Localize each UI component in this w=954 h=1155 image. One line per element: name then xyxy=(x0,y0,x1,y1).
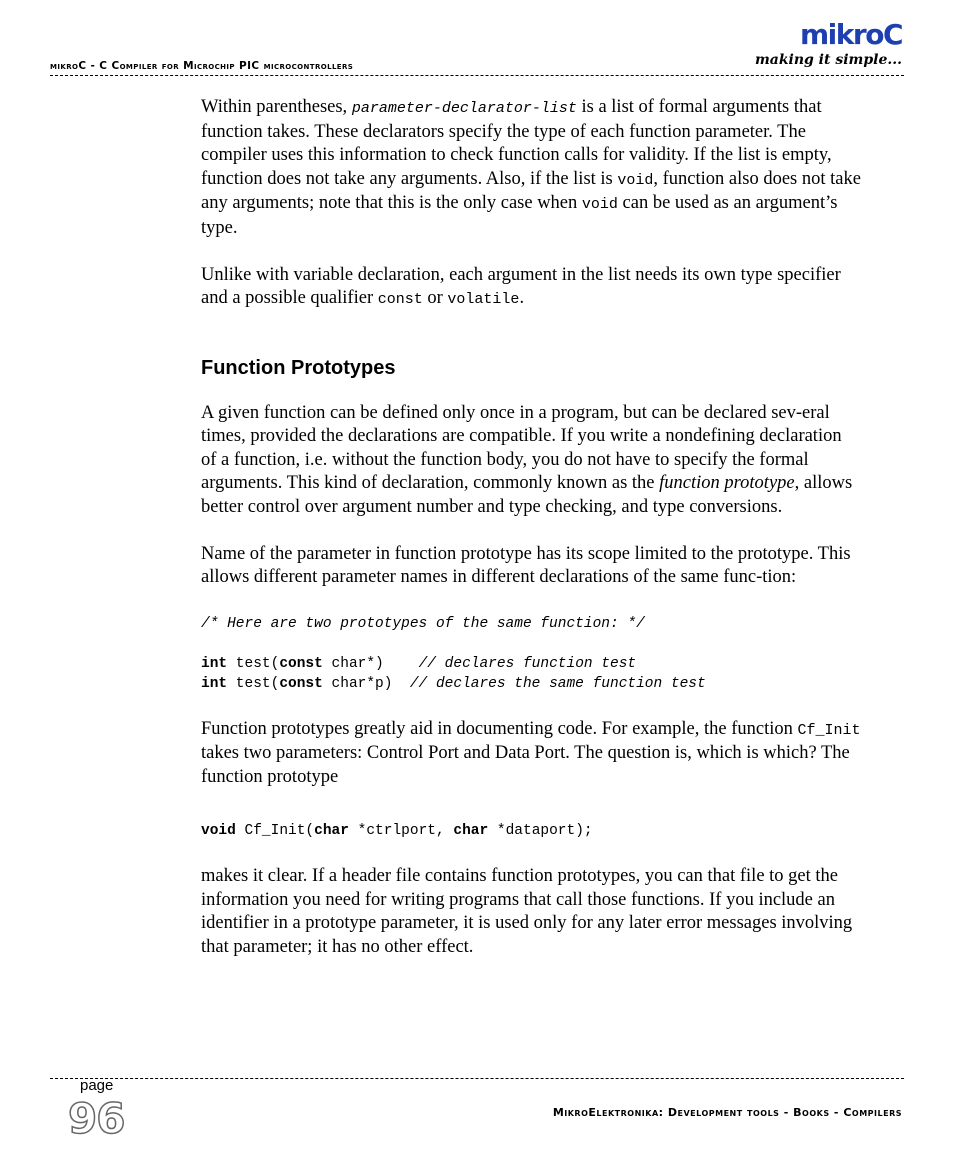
code-keyword: char xyxy=(314,823,349,839)
text: Function prototypes greatly aid in documenting code. For example, the function xyxy=(201,718,798,739)
text: or xyxy=(422,288,448,308)
paragraph-documenting-code xyxy=(201,718,861,790)
emphasis-text: function prototype xyxy=(659,473,795,493)
code-comment: // declares the same function test xyxy=(409,675,706,692)
text: takes two parameters: Control Port and Data Port. The question is, which is which? The function prototype xyxy=(201,743,850,787)
code-text: char*) xyxy=(322,655,419,672)
code-keyword: int xyxy=(201,675,228,692)
paragraph-prototype-definition xyxy=(201,402,861,520)
paragraph-parameter-list xyxy=(201,96,861,240)
text: , function also does not take any arguments; note that this is the only case when xyxy=(201,168,861,213)
footer-rule xyxy=(50,1078,904,1079)
page-number: 96 xyxy=(68,1094,125,1143)
code-inline: volatile xyxy=(447,291,520,308)
paragraph-argument-types xyxy=(201,264,861,312)
code-block-prototypes xyxy=(201,614,861,694)
brand-tagline: making it simple... xyxy=(754,52,902,68)
code-text: test( xyxy=(227,655,280,672)
code-keyword: char xyxy=(453,823,489,839)
code-keyword: const xyxy=(279,675,323,692)
text: Within parentheses, xyxy=(201,97,352,117)
page-label: page xyxy=(80,1077,114,1094)
code-text: Cf_Init( xyxy=(235,823,315,839)
page-body xyxy=(201,96,861,959)
code-inline: Cf_Init xyxy=(797,721,861,739)
text: A given function can be defined only once in a program, but can be declared sev-eral times, provided the declarations are compatible. If you write a nondefining declaration of a function, i.e. without the function body, you do not have to specify the formal arguments. This kind of declaration, commonly known as the xyxy=(201,402,842,493)
code-keyword: const xyxy=(279,655,323,672)
running-footer: MikroElektronika: Development tools - Books - Compilers xyxy=(552,1106,902,1119)
code-inline: void xyxy=(617,171,654,189)
code-keyword: int xyxy=(201,655,228,672)
paragraph-header-files: makes it clear. If a header file contains function prototypes, you can that file to get the information you need for writing programs that call those functions. If you include an identifier in a prototype parameter, it is used only for any later error messages involving that parameter; it has no other effect. xyxy=(201,866,853,957)
text: . xyxy=(519,288,525,308)
brand-logo: mikroC xyxy=(800,18,902,51)
section-title: Function Prototypes xyxy=(201,356,396,379)
code-text: char*p) xyxy=(322,675,410,692)
header-rule xyxy=(50,75,904,76)
code-text: *dataport); xyxy=(488,823,593,839)
code-text: test( xyxy=(227,675,280,692)
paragraph-parameter-scope: Name of the parameter in function prototype has its scope limited to the prototype. This allows different parameter names in different declarations of the same func-tion: xyxy=(201,543,851,587)
code-keyword: void xyxy=(201,823,236,839)
code-comment: /* Here are two prototypes of the same function: */ xyxy=(201,615,645,632)
text: , allows better control over argument number and type checking, and type conversions. xyxy=(201,473,853,517)
code-text: *ctrlport, xyxy=(348,823,454,839)
text: can be used as an argument’s type. xyxy=(201,193,838,238)
code-inline: const xyxy=(377,291,423,308)
running-header: mikroC - C Compiler for Microchip PIC microcontrollers xyxy=(50,60,354,72)
code-comment: // declares function test xyxy=(418,655,637,672)
code-block-cf-init xyxy=(201,821,861,841)
text: Unlike with variable declaration, each argument in the list needs its own type specifier and a possible qualifier xyxy=(201,264,841,308)
code-inline: parameter-declarator-list xyxy=(351,100,577,117)
text: is a list of formal arguments that function takes. These declarators specify the type of each function parameter. The compiler uses this information to check function calls for validity. If the list is empty, function does not take any arguments. Also, if the list is xyxy=(201,97,832,189)
code-inline: void xyxy=(581,196,618,213)
